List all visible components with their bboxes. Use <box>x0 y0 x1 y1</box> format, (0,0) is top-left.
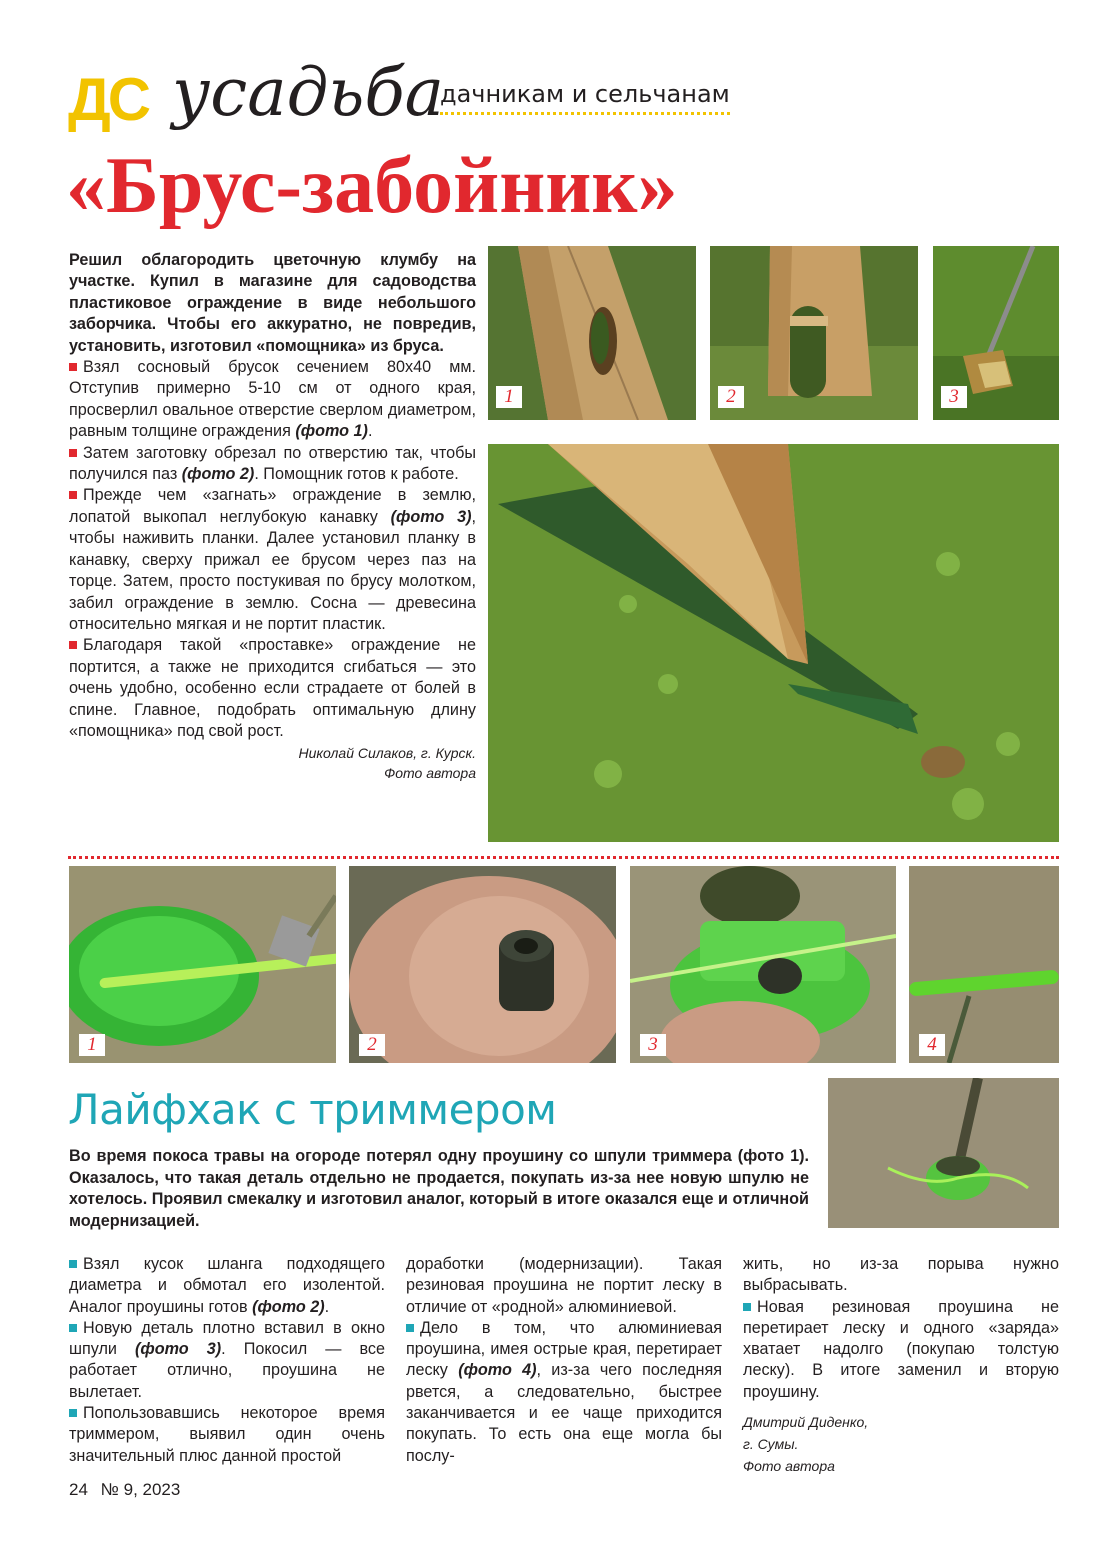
page-footer <box>69 1480 180 1500</box>
photo-number: 3 <box>640 1034 666 1056</box>
article2-author: Дмитрий Диденко, <box>743 1414 869 1431</box>
bullet-square-icon <box>69 491 77 499</box>
bullet-square-icon <box>743 1303 751 1311</box>
section-underline <box>440 112 730 115</box>
photo-eyelet-installed <box>630 866 896 1063</box>
section-subtitle: дачникам и сельчанам <box>440 80 730 108</box>
photo-number: 2 <box>359 1034 385 1056</box>
photo-number: 3 <box>941 386 967 408</box>
article2-column-1 <box>69 1254 385 1467</box>
photo-digging <box>933 246 1059 420</box>
article2-title: Лайфхак с триммером <box>68 1085 557 1134</box>
article2-city: г. Сумы. <box>743 1436 799 1453</box>
photo-number: 4 <box>919 1034 945 1056</box>
article2-paragraph: Попользовавшись некоторое время триммером, выявил один очень значительный плюс данной простой <box>69 1404 385 1465</box>
photo-number: 1 <box>496 386 522 408</box>
bullet-square-icon <box>69 1409 77 1417</box>
bullet-square-icon <box>69 363 77 371</box>
bullet-square-icon <box>406 1324 414 1332</box>
photo-bar-hole <box>488 246 696 420</box>
photo-bar-slot <box>710 246 918 420</box>
article2-column-3 <box>743 1254 1059 1477</box>
article2-photo-credit: Фото автора <box>743 1458 835 1475</box>
article1-paragraph: Благодаря такой «проставке» ограждение не портится, а также не приходится сгибаться — это очень удобно, особенно если страдаете от болей в спине. Главное, подобрать оптимальную длину «помощника» под свой рост. <box>69 636 476 740</box>
photo-hose-eyelet <box>349 866 616 1063</box>
article1-author: Николай Силаков, г. Курск. <box>298 745 476 762</box>
photo-trimmer-in-use-image <box>828 1078 1059 1228</box>
article1-paragraph: Прежде чем «загнать» ограждение в землю, лопатой выкопал неглубокую канавку (фото 3), чтобы наживить планки. Далее установил планку в канавку, сверху прижал ее брусом через паз на торце. Затем, просто постукивая по брусу молотком, забил ограждение в землю. Сосна — древесина относительно мягкая и не портит пластик. <box>69 486 477 633</box>
article2-paragraph: доработки (модернизации). Такая резиновая проушина не портит леску в отличие от «родной» алюминиевой. <box>406 1255 722 1316</box>
bullet-square-icon <box>69 1260 77 1268</box>
photo-trimmer-spool <box>69 866 336 1063</box>
photo-worn-line <box>909 866 1059 1063</box>
photo-number: 2 <box>718 386 744 408</box>
article1-lead: Решил облагородить цветочную клумбу на участке. Купил в магазине для садоводства пластиковое ограждение в виде небольшого заборчика. Чтобы его аккуратно, не повредив, установить, изготовил «помощника» из бруса. <box>69 251 476 355</box>
article2-column-2 <box>406 1254 722 1467</box>
article1-photo-credit: Фото автора <box>384 765 476 782</box>
magazine-logo: ДС <box>68 66 149 133</box>
article2-paragraph: Новую деталь плотно вставил в окно шпули (фото 3). Покосил — все работает отлично, проушина не вылетает. <box>69 1318 385 1401</box>
photo-large-installation-image <box>488 444 1059 842</box>
bullet-square-icon <box>69 1324 77 1332</box>
page-number: 24 <box>69 1480 88 1499</box>
photo-trimmer-spool-image <box>69 866 336 1063</box>
bullet-square-icon <box>69 449 77 457</box>
masthead <box>68 54 738 134</box>
section-title: усадьба <box>172 54 444 131</box>
photo-hose-eyelet-image <box>349 866 616 1063</box>
article1-paragraph: Взял сосновый брусок сечением 80х40 мм. Отступив примерно 5-10 см от одного края, просверлил овальное отверстие сверлом диаметром, равным толщине ограждения (фото 1). <box>69 358 476 441</box>
photo-large-installation <box>488 444 1059 842</box>
photo-number: 1 <box>79 1034 105 1056</box>
photo-eyelet-installed-image <box>630 866 896 1063</box>
article2-paragraph: жить, но из-за порыва нужно выбрасывать. <box>743 1255 1059 1295</box>
bullet-square-icon <box>69 641 77 649</box>
article1-paragraph: Затем заготовку обрезал по отверстию так, чтобы получился паз (фото 2). Помощник готов к работе. <box>69 443 476 484</box>
section-divider <box>68 856 1059 859</box>
article2-paragraph: Новая резиновая проушина не перетирает леску и одного «заряда» хватает надолго (покупаю толстую леску). В итоге заменил и вторую проушину. <box>743 1297 1059 1401</box>
photo-trimmer-in-use <box>828 1078 1059 1228</box>
article2-paragraph: Дело в том, что алюминиевая проушина, имея острые края, перетирает леску (фото 4), из-за чего последняя рвется, а следовательно, быстрее заканчивается и ее чаще приходится покупать. То есть она еще могла бы послу- <box>406 1318 722 1465</box>
issue-number: № 9, 2023 <box>100 1480 181 1499</box>
article1-body <box>69 250 476 782</box>
article1-title: «Брус-забойник» <box>66 142 678 230</box>
article2-paragraph: Взял кусок шланга подходящего диаметра и обмотал его изолентой. Аналог проушины готов (фото 2). <box>69 1255 385 1316</box>
article2-lead: Во время покоса травы на огороде потерял одну проушину со шпули триммера (фото 1). Оказалось, что такая деталь отдельно не продается, покупать из-за нее новую шпулю не хотелось. Проявил смекалку и изготовил аналог, который в итоге оказался еще и отличной модернизацией. <box>69 1147 809 1230</box>
